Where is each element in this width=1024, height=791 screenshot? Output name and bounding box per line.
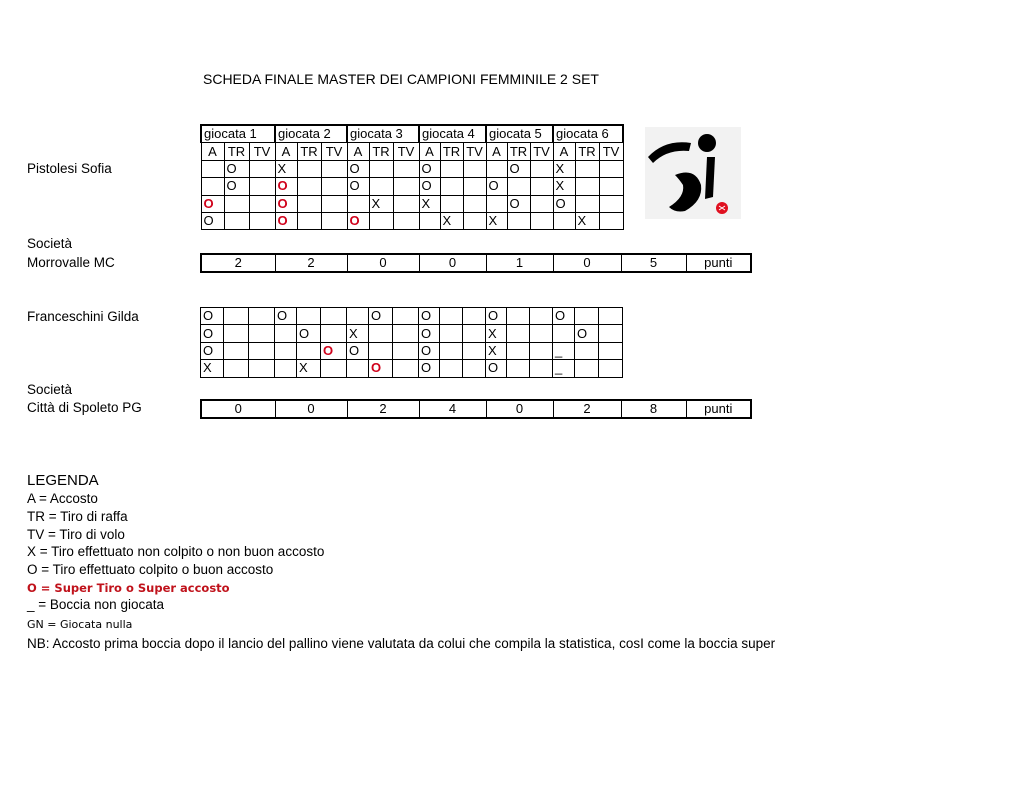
score-grid-player-1 [200,124,624,230]
score-grid-player-2 [200,307,623,378]
score-cell [599,325,623,342]
score-cell [393,178,419,195]
giocata-header-1: giocata 1 [201,125,275,143]
score-cell [463,325,486,342]
score-cell [463,360,486,377]
sub-header-tv: TV [249,143,275,160]
score-cell [321,360,347,377]
score-cell [369,325,393,342]
total-cell: 2 [201,254,275,272]
table-row [201,342,623,359]
score-cell: X [419,195,440,212]
score-cell [249,325,275,342]
giocata-header-2: giocata 2 [275,125,347,143]
score-cell: O [347,342,369,359]
page-title: SCHEDA FINALE MASTER DEI CAMPIONI FEMMINILE 2 SET [203,71,599,87]
score-cell [393,325,419,342]
legend-raffa: TR = Tiro di raffa [27,509,128,524]
score-cell [553,212,575,229]
score-cell: O [321,342,347,359]
score-cell [347,308,369,325]
table-row [201,195,623,212]
score-cell [224,195,249,212]
score-cell [297,160,321,177]
total-cell: 0 [347,254,419,272]
score-cell: O [201,342,224,359]
score-cell: X [440,212,463,229]
legend-x: X = Tiro effettuato non colpito o non buon accosto [27,544,325,559]
total-cell: 0 [486,400,553,418]
score-cell [599,212,623,229]
points-label: punti [686,254,751,272]
total-cell: 4 [419,400,486,418]
legend-accosto: A = Accosto [27,491,98,506]
score-cell [530,195,553,212]
score-cell [393,360,419,377]
score-cell [486,160,507,177]
score-cell: X [575,212,599,229]
score-cell [419,212,440,229]
legend-o: O = Tiro effettuato colpito o buon accosto [27,562,274,577]
score-cell [249,308,275,325]
score-cell [440,342,463,359]
score-cell: O [419,360,440,377]
score-cell [530,325,553,342]
legend-non-giocata: _ = Boccia non giocata [27,597,164,612]
totals-row-player-2 [200,399,752,419]
score-cell [507,325,530,342]
total-cell: 0 [275,400,347,418]
score-cell: O [275,178,297,195]
score-cell [599,195,623,212]
score-cell: O [419,160,440,177]
score-cell [297,195,321,212]
sub-header-tr: TR [507,143,530,160]
score-cell [463,160,486,177]
sub-header-tv: TV [463,143,486,160]
score-cell [393,195,419,212]
sub-header-a: A [419,143,440,160]
points-label: punti [686,400,751,418]
score-cell [321,160,347,177]
score-cell [321,308,347,325]
sub-header-a: A [275,143,297,160]
score-cell [553,325,575,342]
sub-header-tv: TV [321,143,347,160]
score-cell: X [553,178,575,195]
score-cell [369,342,393,359]
score-cell: O [224,178,249,195]
sub-header-tr: TR [369,143,393,160]
score-cell [463,212,486,229]
score-cell [369,212,393,229]
sub-header-tv: TV [599,143,623,160]
score-cell [440,360,463,377]
score-cell: O [347,212,369,229]
score-cell [275,342,297,359]
score-cell [507,360,530,377]
total-cell: 8 [621,400,686,418]
score-cell: X [486,342,507,359]
score-cell: O [275,195,297,212]
score-cell [507,308,530,325]
score-cell: X [201,360,224,377]
societa-name-2: Città di Spoleto PG [27,400,142,415]
score-cell: O [486,308,507,325]
score-cell: O [419,178,440,195]
player-name-2: Franceschini Gilda [27,309,139,324]
score-cell [440,308,463,325]
sub-header-tr: TR [440,143,463,160]
score-cell [575,308,599,325]
score-cell [249,178,275,195]
giocata-header-3: giocata 3 [347,125,419,143]
sub-header-tr: TR [224,143,249,160]
score-cell [507,178,530,195]
score-cell [297,342,321,359]
score-cell [599,308,623,325]
score-cell [440,325,463,342]
score-cell: O [201,308,224,325]
score-cell [530,360,553,377]
score-cell [249,195,275,212]
score-cell [599,178,623,195]
legend-volo: TV = Tiro di volo [27,527,125,542]
score-cell [599,360,623,377]
sub-header-a: A [201,143,224,160]
societa-label-2: Società [27,382,73,397]
score-cell [463,342,486,359]
bocce-player-icon [645,127,741,219]
score-cell: O [297,325,321,342]
score-cell [575,342,599,359]
score-cell: X [369,195,393,212]
score-cell [575,178,599,195]
player-name-1: Pistolesi Sofia [27,161,112,176]
score-cell [530,308,553,325]
score-cell [440,195,463,212]
score-cell [297,308,321,325]
score-cell: O [553,195,575,212]
table-row [201,360,623,377]
score-cell [224,360,249,377]
score-cell [463,178,486,195]
score-cell: O [419,342,440,359]
score-cell: O [553,308,575,325]
legend-heading: LEGENDA [27,472,99,489]
score-cell [440,178,463,195]
score-cell [249,360,275,377]
total-cell: 1 [486,254,553,272]
sub-header-a: A [486,143,507,160]
score-cell [463,195,486,212]
score-cell [321,212,347,229]
table-row [201,178,623,195]
score-cell: _ [553,342,575,359]
score-cell [393,308,419,325]
score-cell [347,195,369,212]
giocata-header-5: giocata 5 [486,125,553,143]
table-row [201,325,623,342]
giocata-header-6: giocata 6 [553,125,623,143]
score-cell: O [369,308,393,325]
sub-header-tr: TR [297,143,321,160]
score-cell [463,308,486,325]
societa-label-1: Società [27,236,73,251]
score-cell [321,195,347,212]
score-cell: X [347,325,369,342]
total-cell: 0 [553,254,621,272]
score-cell [249,212,275,229]
score-cell [224,308,249,325]
score-cell [440,160,463,177]
score-cell [530,342,553,359]
score-cell: X [275,160,297,177]
score-cell: X [553,160,575,177]
score-cell [507,342,530,359]
legend-nulla: GN = Giocata nulla [27,618,133,631]
score-cell: O [575,325,599,342]
legend-super: O = Super Tiro o Super accosto [27,581,230,595]
score-cell: O [369,360,393,377]
score-cell: _ [553,360,575,377]
sub-header-a: A [553,143,575,160]
score-cell: X [297,360,321,377]
score-cell [201,178,224,195]
score-cell: O [201,195,224,212]
score-cell [393,212,419,229]
total-cell: 5 [621,254,686,272]
score-cell [575,195,599,212]
totals-row-player-1 [200,253,752,273]
score-cell [249,342,275,359]
sub-header-tr: TR [575,143,599,160]
score-cell [275,360,297,377]
score-cell: O [419,308,440,325]
score-cell [486,195,507,212]
score-cell: O [201,212,224,229]
table-row [201,308,623,325]
score-cell: O [347,178,369,195]
score-cell: O [419,325,440,342]
score-cell [599,160,623,177]
score-cell: O [201,325,224,342]
sub-header-tv: TV [530,143,553,160]
score-cell [530,212,553,229]
total-cell: 2 [553,400,621,418]
sub-header-tv: TV [393,143,419,160]
total-cell: 2 [275,254,347,272]
score-cell [369,160,393,177]
total-cell: 0 [419,254,486,272]
score-cell [575,360,599,377]
total-cell: 0 [201,400,275,418]
sub-header-a: A [347,143,369,160]
score-cell [275,325,297,342]
score-cell [321,325,347,342]
score-cell: O [507,160,530,177]
score-cell [224,342,249,359]
table-row [201,212,623,229]
score-cell [297,212,321,229]
score-cell [575,160,599,177]
giocata-header-4: giocata 4 [419,125,486,143]
score-cell [369,178,393,195]
score-cell: X [486,325,507,342]
score-cell: O [275,212,297,229]
score-cell [347,360,369,377]
score-cell [599,342,623,359]
score-cell [224,325,249,342]
score-cell [249,160,275,177]
score-cell [530,178,553,195]
score-cell: X [486,212,507,229]
legend-nb: NB: Accosto prima boccia dopo il lancio del pallino viene valutata da colui che compila la statistica, cosI come la boccia super [27,636,776,651]
table-row [201,160,623,177]
societa-name-1: Morrovalle MC [27,255,115,270]
score-cell [507,212,530,229]
score-cell [530,160,553,177]
score-cell [201,160,224,177]
score-cell: O [486,360,507,377]
score-cell: O [275,308,297,325]
score-cell [297,178,321,195]
score-cell [321,178,347,195]
score-cell: O [224,160,249,177]
score-cell [393,342,419,359]
score-cell [224,212,249,229]
total-cell: 2 [347,400,419,418]
score-cell [393,160,419,177]
score-cell: O [347,160,369,177]
score-cell: O [486,178,507,195]
score-cell: O [507,195,530,212]
